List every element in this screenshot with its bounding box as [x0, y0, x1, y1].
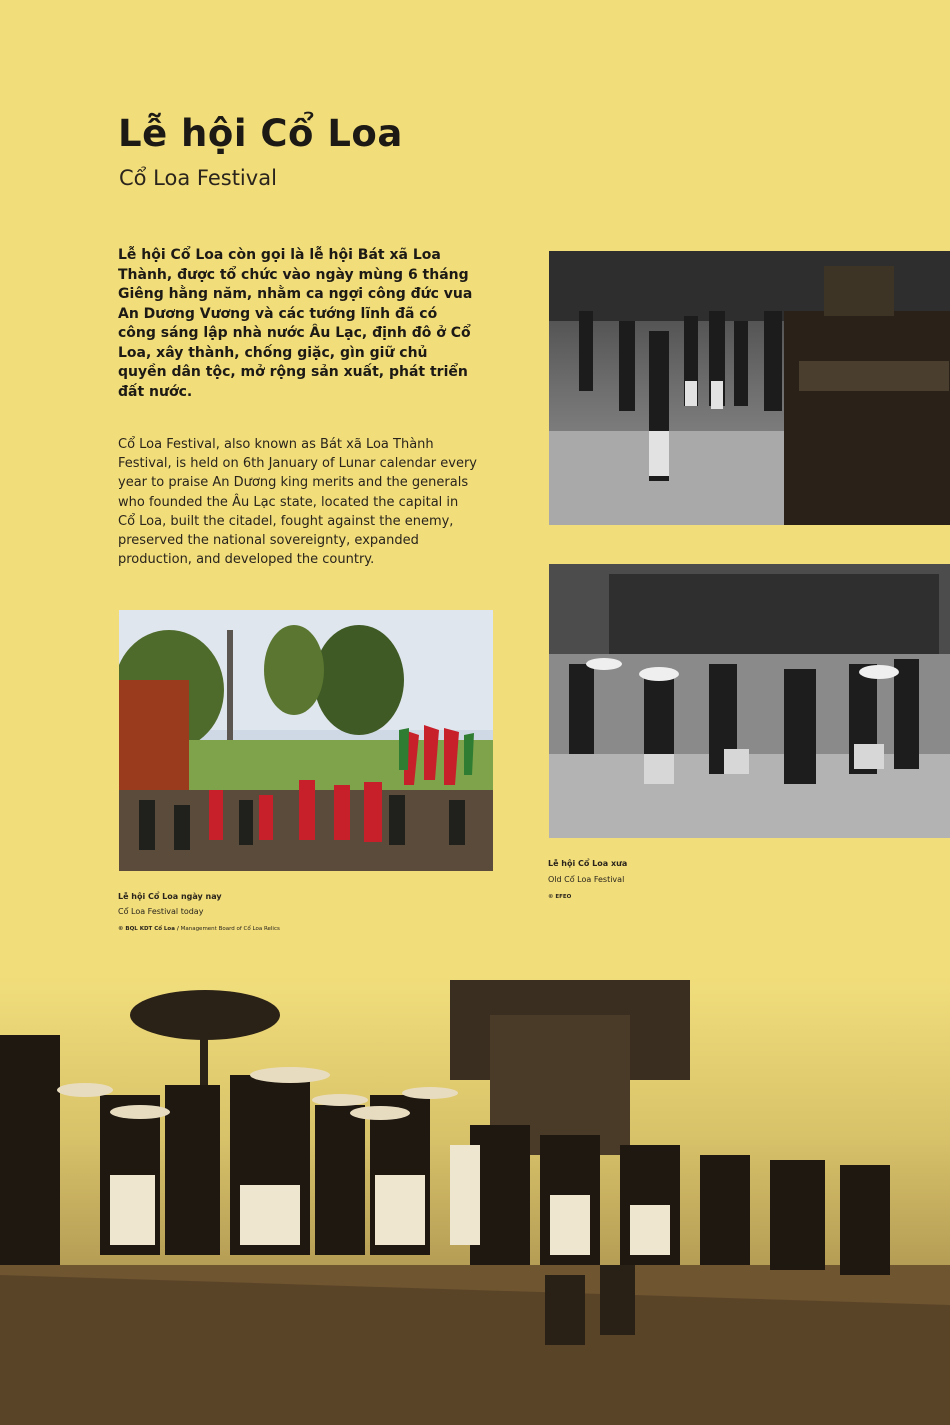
body-text-english: Cổ Loa Festival, also known as Bát xã Loa Thành Festival, is held on 6th January of Lunar calendar every year to praise An Dương king merits and the generals who founded the Âu Lạc state, located the capital in Cổ Loa, built the citadel, fought against the enemy, preserved the national sovereignty, expanded production, and developed the country.	[118, 437, 477, 568]
caption-old-title: Lễ hội Cổ Loa xưa	[548, 859, 628, 868]
page-title: Lễ hội Cổ Loa	[118, 112, 403, 155]
old-festival-photo-middle	[549, 564, 950, 838]
caption-today-title: Lễ hội Cổ Loa ngày nay	[118, 892, 222, 901]
body-text-vietnamese: Lễ hội Cổ Loa còn gọi là lễ hội Bát xã Loa Thành, được tổ chức vào ngày mùng 6 tháng Giêng hằng năm, nhằm ca ngợi công đức vua An Dương Vương và các tướng lĩnh đã có công sáng lập nhà nước Âu Lạc, định đô ở Cổ Loa, xây thành, chống giặc, gìn giữ chủ quyền dân tộc, mở rộng sản xuất, phát triển đất nước.	[118, 247, 473, 400]
credit-bold: © BQL KDT Cổ Loa /	[118, 926, 179, 932]
old-festival-photo-top	[549, 251, 950, 525]
caption-today-subtitle: Cổ Loa Festival today	[118, 907, 204, 916]
bottom-procession-photo	[0, 975, 950, 1425]
page-subtitle: Cổ Loa Festival	[119, 166, 277, 190]
caption-today-credit	[118, 926, 280, 932]
credit-rest: Management Board of Cổ Loa Relics	[180, 926, 280, 932]
caption-old-subtitle: Old Cổ Loa Festival	[548, 875, 625, 884]
modern-festival-photo	[119, 610, 493, 871]
caption-old-credit: © EFEO	[548, 894, 572, 900]
